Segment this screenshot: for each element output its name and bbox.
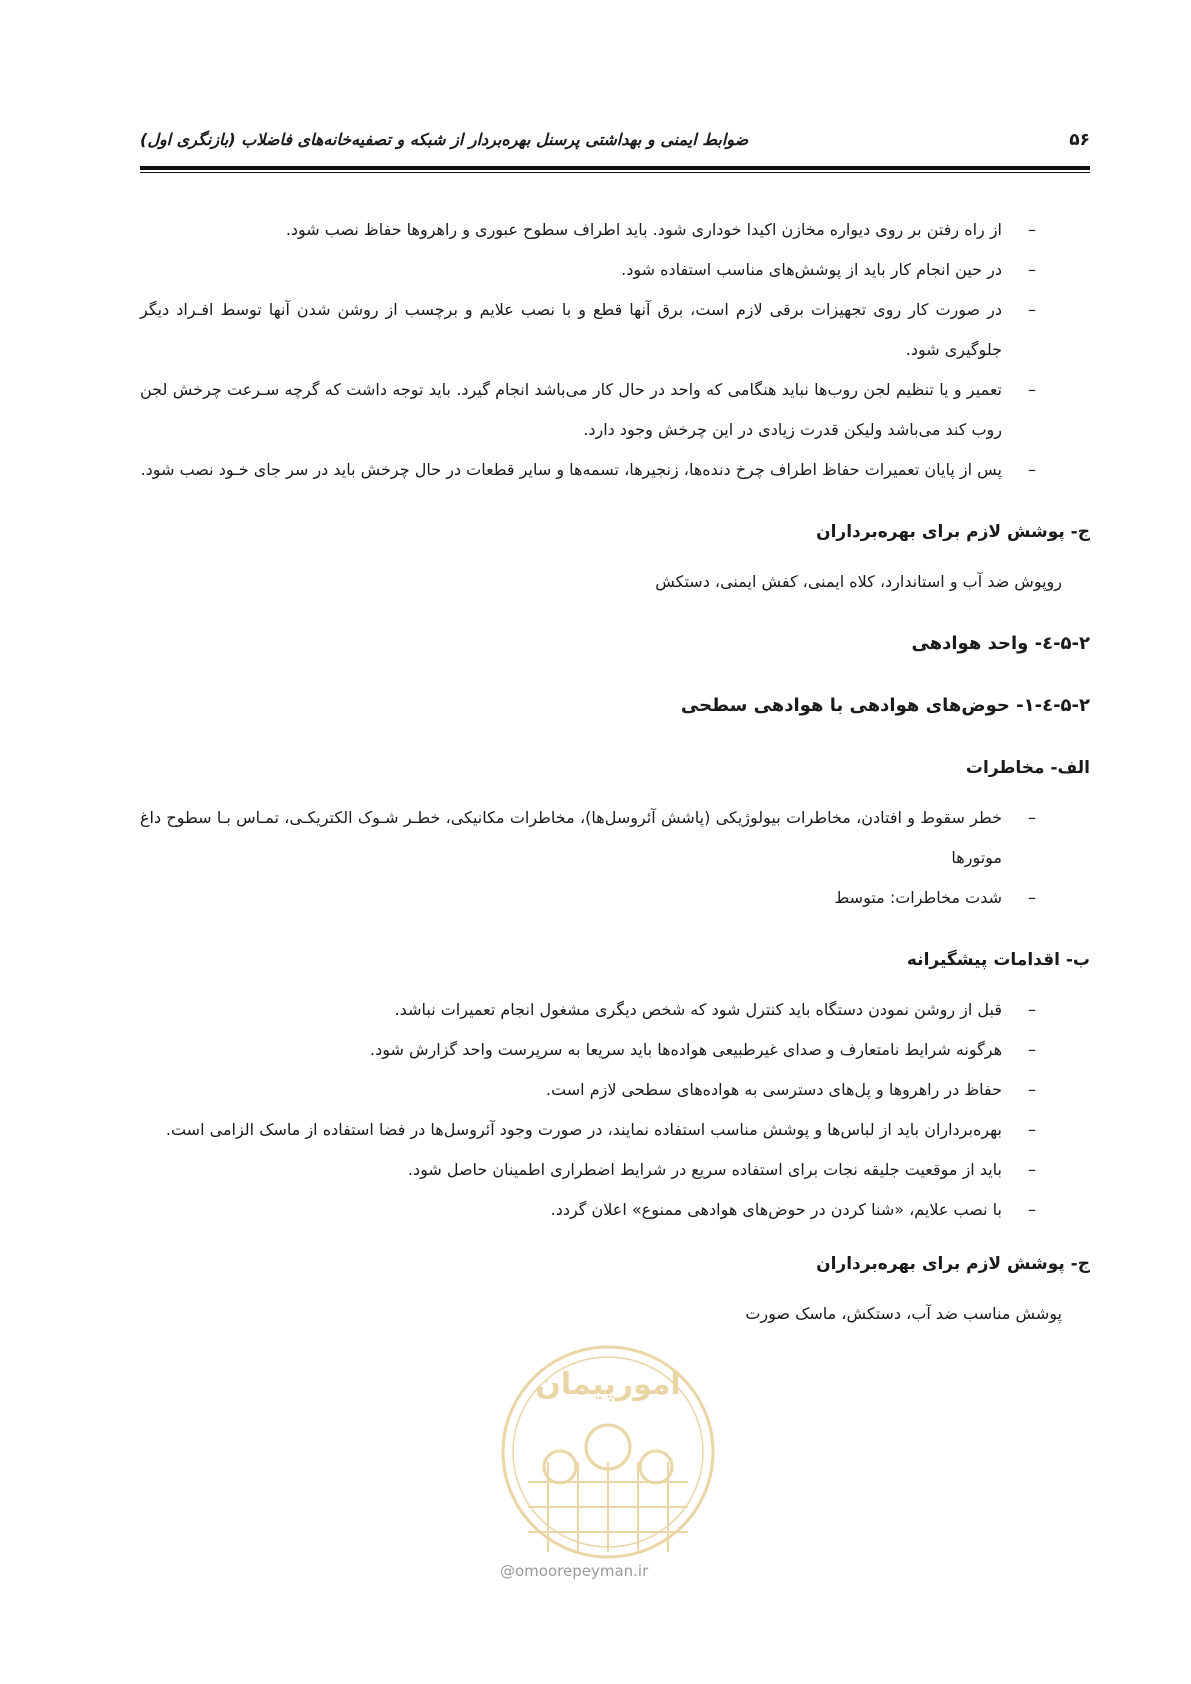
header-rule-thick [140, 166, 1090, 170]
ppe-text: روپوش ضد آب و استاندارد، کلاه ایمنی، کفش ایمنی، دستکش [655, 572, 1062, 591]
ppe-text-2: پوشش مناسب ضد آب، دستکش، ماسک صورت [745, 1304, 1062, 1323]
list-item: – هرگونه شرایط نامتعارف و صدای غیرطبیعی هواده‌ها باید سریعا به سرپرست واحد گزارش شود. [140, 1030, 1090, 1070]
subsection-heading-surface-aeration: ۵-۲-٤-۱- حوض‌های هوادهی با هوادهی سطحی [680, 695, 1090, 716]
watermark-site: @omoorepeyman.ir [500, 1562, 649, 1580]
list-item: – از راه رفتن بر روی دیواره مخازن اکیدا خوداری شود. باید اطراف سطوح عبوری و راهروها حفاظ نصب شود. [140, 210, 1090, 250]
list-item: – با نصب علایم، «شنا کردن در حوض‌های هوادهی ممنوع» اعلان گردد. [140, 1190, 1090, 1230]
ppe-heading: ج- پوشش لازم برای بهره‌برداران [816, 522, 1090, 542]
hazards-heading: الف- مخاطرات [965, 758, 1090, 778]
list-item: – در حین انجام کار باید از پوشش‌های مناسب استفاده شود. [140, 250, 1090, 290]
list-item: – خطر سقوط و افتادن، مخاطرات بیولوژیکی (پاشش آئروسل‌ها)، مخاطرات مکانیکی، خطـر شـوک الکتریکـی، تمـاس بـا سطوح داغ موتورها [140, 798, 1090, 878]
preventive-heading: ب- اقدامات پیشگیرانه [906, 950, 1090, 970]
list-item: – تعمیر و یا تنظیم لجن روب‌ها نباید هنگامی که واحد در حال کار می‌باشد انجام گیرد. باید توجه داشت که گرچه سـرعت چرخش لجن روب کند می‌باشد ولیکن قدرت زیادی در این چرخش وجود دارد. [140, 370, 1090, 450]
list-item: – پس از پایان تعمیرات حفاظ اطراف چرخ دنده‌ها، زنجیرها، تسمه‌ها و سایر قطعات در حال چرخش باید در سر جای خـود نصب شود. [140, 450, 1090, 490]
watermark-logo-text: امورپیمان [535, 1367, 681, 1402]
running-title: ضوابط ایمنی و بهداشتی پرسنل بهره‌بردار از شبکه و تصفیه‌خانه‌های فاضلاب (بازنگری اول) [140, 130, 749, 149]
header-rule-thin [140, 172, 1090, 173]
ppe-heading-2: ج- پوشش لازم برای بهره‌برداران [816, 1254, 1090, 1274]
list-item: – باید از موقعیت جلیقه نجات برای استفاده سریع در شرایط اضطراری اطمینان حاصل شود. [140, 1150, 1090, 1190]
preventive-list [140, 990, 1090, 1230]
list-item: – در صورت کار روی تجهیزات برقی لازم است، برق آنها قطع و با نصب علایم و برچسب از روشن شدن آنها توسط افـراد دیگر جلوگیری شود. [140, 290, 1090, 370]
hazards-list [140, 798, 1090, 918]
list-item: – بهره‌برداران باید از لباس‌ها و پوشش مناسب استفاده نمایند، در صورت وجود آئروسل‌ها در فضا استفاده از ماسک الزامی است. [140, 1110, 1090, 1150]
list-item: – حفاظ در راهروها و پل‌های دسترسی به هواده‌های سطحی لازم است. [140, 1070, 1090, 1110]
safety-list [140, 210, 1090, 490]
list-item: – شدت مخاطرات: متوسط [140, 878, 1090, 918]
section-heading-aeration-unit: ۵-۲-٤- واحد هوادهی [911, 633, 1090, 654]
page-body [140, 210, 1090, 1334]
list-item: – قبل از روشن نمودن دستگاه باید کنترل شود که شخص دیگری مشغول انجام تعمیرات نباشد. [140, 990, 1090, 1030]
page-number: ۵۶ [1069, 130, 1090, 150]
page-header [140, 128, 1090, 164]
